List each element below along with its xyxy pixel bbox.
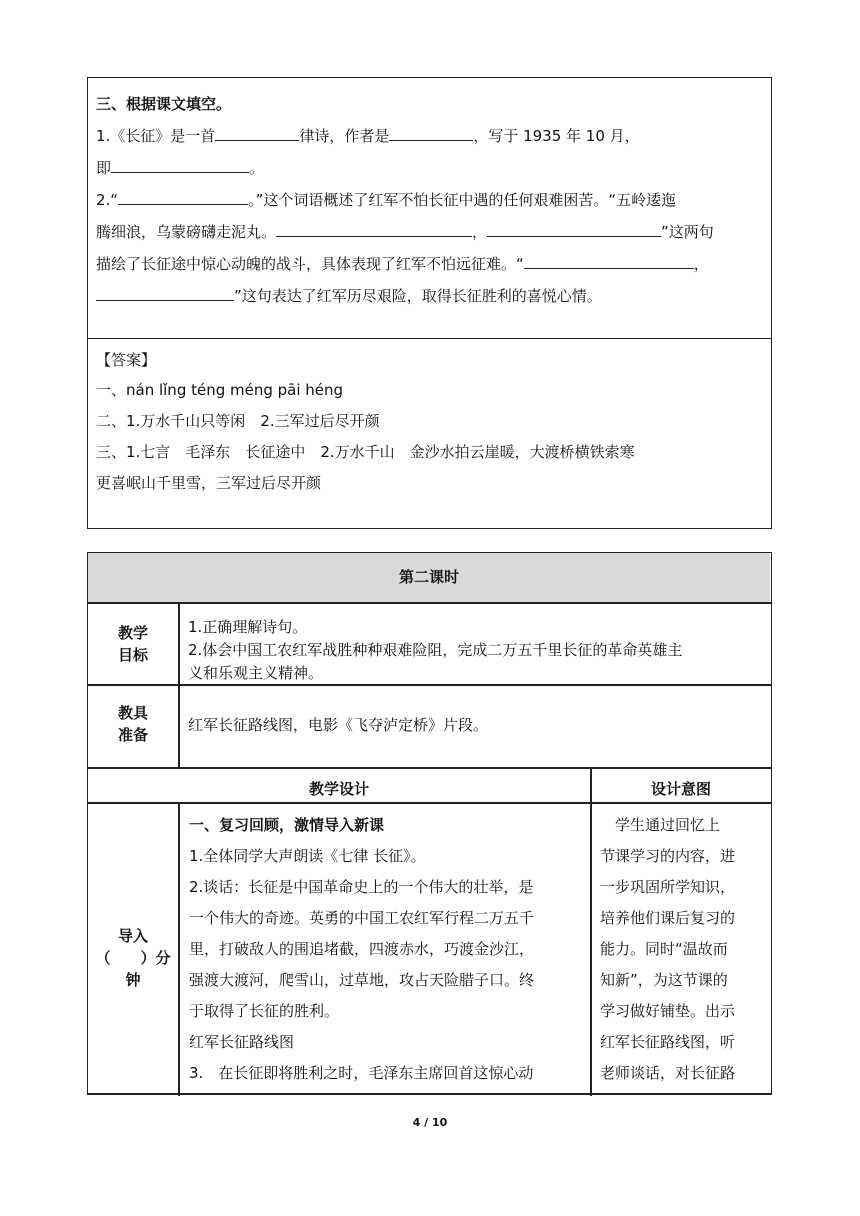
intent-line: 一步巩固所学知识，	[600, 878, 736, 896]
answer-section	[87, 338, 772, 529]
intent-line: 红军长征路线图，听	[600, 1033, 736, 1051]
intent-header: 设计意图	[650, 780, 711, 798]
design-line: 强渡大渡河，爬雪山，过草地，攻占天险腊子口。终	[189, 971, 535, 989]
table-bottom-border	[87, 1093, 772, 1095]
intro-label-3: 钟	[125, 971, 141, 989]
intent-line: 培养他们课后复习的	[600, 909, 736, 927]
answer-line-1: 一、nán lǐng téng méng pāi héng	[96, 381, 344, 399]
lesson-plan-table	[87, 552, 772, 1095]
design-line: 3. 在长征即将胜利之时，毛泽东主席回首这惊心动	[189, 1064, 534, 1082]
blank-6	[487, 220, 661, 237]
page-number: 4 / 10	[412, 1116, 448, 1129]
intent-line: 老师谈话，对长征路	[600, 1064, 736, 1082]
goal-label-2: 目标	[117, 646, 148, 664]
blank-5	[276, 220, 472, 237]
blank-4	[118, 188, 248, 205]
intent-line: 学生通过回忆上	[600, 816, 721, 834]
fill-blank-section	[87, 77, 772, 339]
answer-line-4: 更喜岷山千里雪，三军过后尽开颜	[96, 474, 322, 492]
question-2-line-1: 2.“ 。”这个词语概述了红军不怕长征中遇的任何艰难困苦。“五岭逶迤	[96, 188, 676, 210]
lesson-title-cell	[88, 553, 770, 602]
blank-8	[96, 284, 234, 301]
tools-text: 红军长征路线图，电影《飞夺泸定桥》片段。	[188, 716, 489, 734]
question-1-line-2: 即 。	[96, 156, 264, 178]
goal-1: 1.正确理解诗句。	[188, 618, 308, 636]
design-line: 一、复习回顾，激情导入新课	[189, 816, 385, 834]
lesson-title: 第二课时	[398, 568, 459, 586]
goal-2a: 2.体会中国工农红军战胜种种艰难险阻，完成二万五千里长征的革命英雄主	[188, 641, 683, 659]
answer-line-2: 二、1.万水千山只等闲 2.三军过后尽开颜	[96, 412, 380, 430]
question-2-line-3: 描绘了长征途中惊心动魄的战斗，具体表现了红军不怕远征难。“ ，	[96, 252, 709, 274]
part3-heading: 三、根据课文填空。	[96, 95, 232, 113]
design-line: 一个伟大的奇迹。英勇的中国工农红军行程二万五千	[189, 909, 535, 927]
blank-7	[524, 252, 694, 269]
intent-line: 知新”，为这节课的	[600, 971, 728, 989]
intro-label-1: 导入	[117, 927, 148, 945]
question-2-line-2: 腾细浪，乌蒙磅礴走泥丸。 ， ”这两句	[96, 220, 714, 242]
intent-line: 节课学习的内容，进	[600, 847, 736, 865]
tools-label-1: 教具	[117, 704, 148, 722]
intent-line: 能力。同时“温故而	[600, 940, 728, 958]
blank-3	[111, 156, 249, 173]
blank-2	[389, 124, 473, 141]
goal-label-1: 教学	[117, 624, 148, 642]
design-header: 教学设计	[308, 780, 369, 798]
goal-2b: 义和乐观主义精神。	[188, 664, 324, 682]
answer-line-3: 三、1.七言 毛泽东 长征途中 2.万水千山 金沙水拍云崖暖，大渡桥横铁索寒	[96, 443, 635, 461]
design-line: 1.全体同学大声朗读《七律 长征》。	[189, 847, 426, 865]
intro-label-2: （ ）分	[95, 949, 171, 967]
blank-1	[215, 124, 299, 141]
design-line: 于取得了长征的胜利。	[189, 1002, 340, 1020]
design-line: 2.谈话：长征是中国革命史上的一个伟大的壮举，是	[189, 878, 534, 896]
question-1-line-1: 1.《长征》是一首 律诗，作者是 ，写于 1935 年 10 月，	[96, 124, 640, 146]
design-line: 红军长征路线图	[189, 1033, 295, 1051]
question-2-line-4: ”这句表达了红军历尽艰险，取得长征胜利的喜悦心情。	[96, 284, 602, 306]
intent-line: 学习做好铺垫。出示	[600, 1002, 736, 1020]
tools-label-2: 准备	[117, 726, 148, 744]
answer-heading: 【答案】	[96, 351, 157, 369]
design-line: 里，打破敌人的围追堵截，四渡赤水，巧渡金沙江，	[189, 940, 535, 958]
